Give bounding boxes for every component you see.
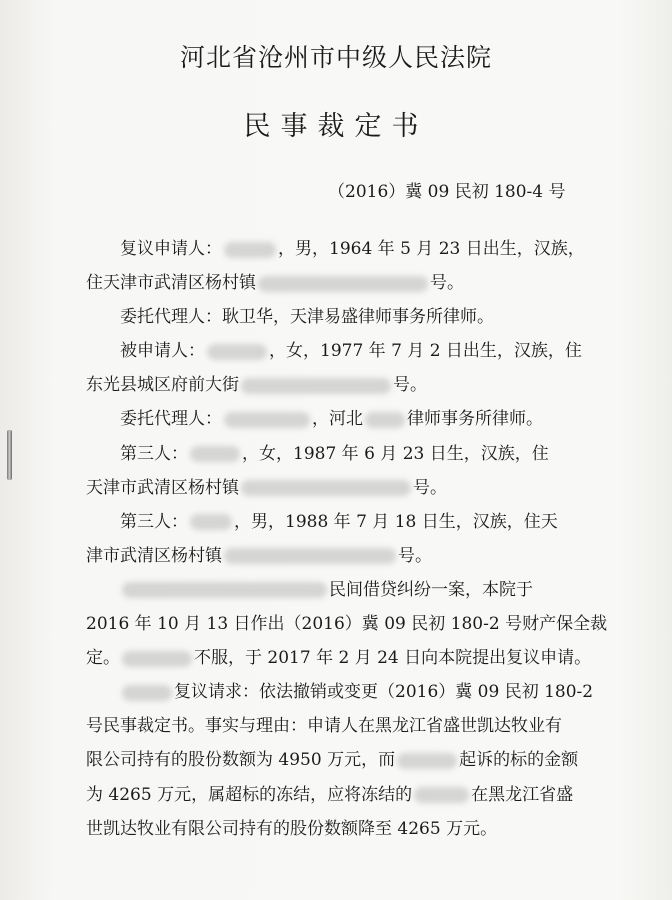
- body-text: 住天津市武清区杨村镇: [86, 273, 256, 294]
- body-line: [86, 812, 606, 846]
- body-text: 号。: [413, 477, 447, 498]
- body-line: [86, 232, 606, 266]
- body-text: 不服，于 2017 年 2 月 24 日向本院提出复议申请。: [194, 648, 592, 669]
- body-line: [86, 402, 606, 436]
- redacted-text: [365, 412, 405, 428]
- body-text: 律师事务所律师。: [407, 409, 543, 430]
- redacted-text: [190, 446, 240, 462]
- body-text: 起诉的标的金额: [459, 750, 579, 771]
- body-text: ，女，1977 年 7 月 2 日出生，汉族，住: [269, 341, 582, 362]
- body-line: [86, 437, 606, 471]
- body-line: [86, 573, 606, 607]
- body-text: ，男，1988 年 7 月 18 日生，汉族，住天: [234, 511, 558, 532]
- body-line: [86, 505, 606, 539]
- body-line: [86, 743, 606, 777]
- body-text: 号。: [393, 375, 427, 396]
- body-text: 第三人：: [120, 443, 188, 464]
- body-text: 限公司持有的股份数额为 4950 万元，而: [86, 750, 396, 771]
- court-name: 河北省沧州市中级人民法院: [179, 43, 492, 72]
- body-text: 在黑龙江省盛: [471, 784, 574, 805]
- redacted-text: [397, 753, 457, 769]
- body-line: [86, 607, 606, 641]
- body-line: [86, 675, 606, 709]
- body-text: 民间借贷纠纷一案，本院于: [329, 579, 533, 600]
- body-text: ，河北: [312, 409, 363, 430]
- body-text: ，男，1964 年 5 月 23 日出生，汉族，: [278, 239, 585, 259]
- body-text: 定。: [86, 648, 120, 669]
- staple-mark: [7, 430, 12, 480]
- body-text: 复议请求：依法撤销或变更（2016）冀 09 民初 180-2: [174, 682, 594, 703]
- redacted-text: [122, 685, 172, 701]
- body-line: [86, 368, 606, 402]
- redacted-text: [224, 412, 310, 428]
- redacted-text: [258, 276, 428, 292]
- redacted-text: [122, 582, 327, 598]
- redacted-text: [241, 480, 411, 496]
- body-line: [86, 300, 606, 334]
- body-line: [86, 471, 606, 505]
- body-line: [86, 778, 606, 812]
- body-text: 号。: [430, 273, 464, 294]
- body-text: 复议申请人：: [120, 239, 222, 259]
- redacted-text: [122, 651, 192, 667]
- ruling-body: [86, 232, 606, 846]
- body-line: [86, 709, 606, 743]
- body-text: ，女，1987 年 6 月 23 日生，汉族，住: [242, 443, 549, 464]
- body-line: [86, 334, 606, 368]
- body-text: 东光县城区府前大街: [86, 375, 239, 396]
- body-line: [86, 641, 606, 675]
- body-line: [86, 539, 606, 573]
- body-line: [86, 266, 606, 300]
- body-text: 委托代理人：: [120, 409, 222, 430]
- body-text: 为 4265 万元，属超标的冻结，应将冻结的: [86, 784, 413, 805]
- body-text: 第三人：: [120, 511, 188, 532]
- redacted-text: [241, 378, 391, 394]
- redacted-text: [190, 514, 232, 530]
- body-text: 号民事裁定书。事实与理由：申请人在黑龙江省盛世凯达牧业有: [86, 716, 562, 737]
- body-text: 委托代理人：耿卫华，天津易盛律师事务所律师。: [120, 307, 494, 328]
- body-text: 天津市武清区杨村镇: [86, 477, 239, 498]
- redacted-text: [224, 242, 276, 258]
- redacted-text: [414, 787, 469, 803]
- body-text: 津市武清区杨村镇: [86, 545, 222, 566]
- body-text: 2016 年 10 月 13 日作出（2016）冀 09 民初 180-2 号财产保全裁: [86, 614, 608, 635]
- body-text: 号。: [398, 545, 432, 566]
- document-title: 民事裁定书: [243, 111, 429, 142]
- case-number: （2016）冀 09 民初 180-4 号: [328, 182, 566, 202]
- redacted-text: [224, 548, 396, 564]
- body-text: 被申请人：: [120, 341, 205, 362]
- body-text: 世凯达牧业有限公司持有的股份数额降至 4265 万元。: [86, 818, 498, 839]
- redacted-text: [207, 344, 267, 360]
